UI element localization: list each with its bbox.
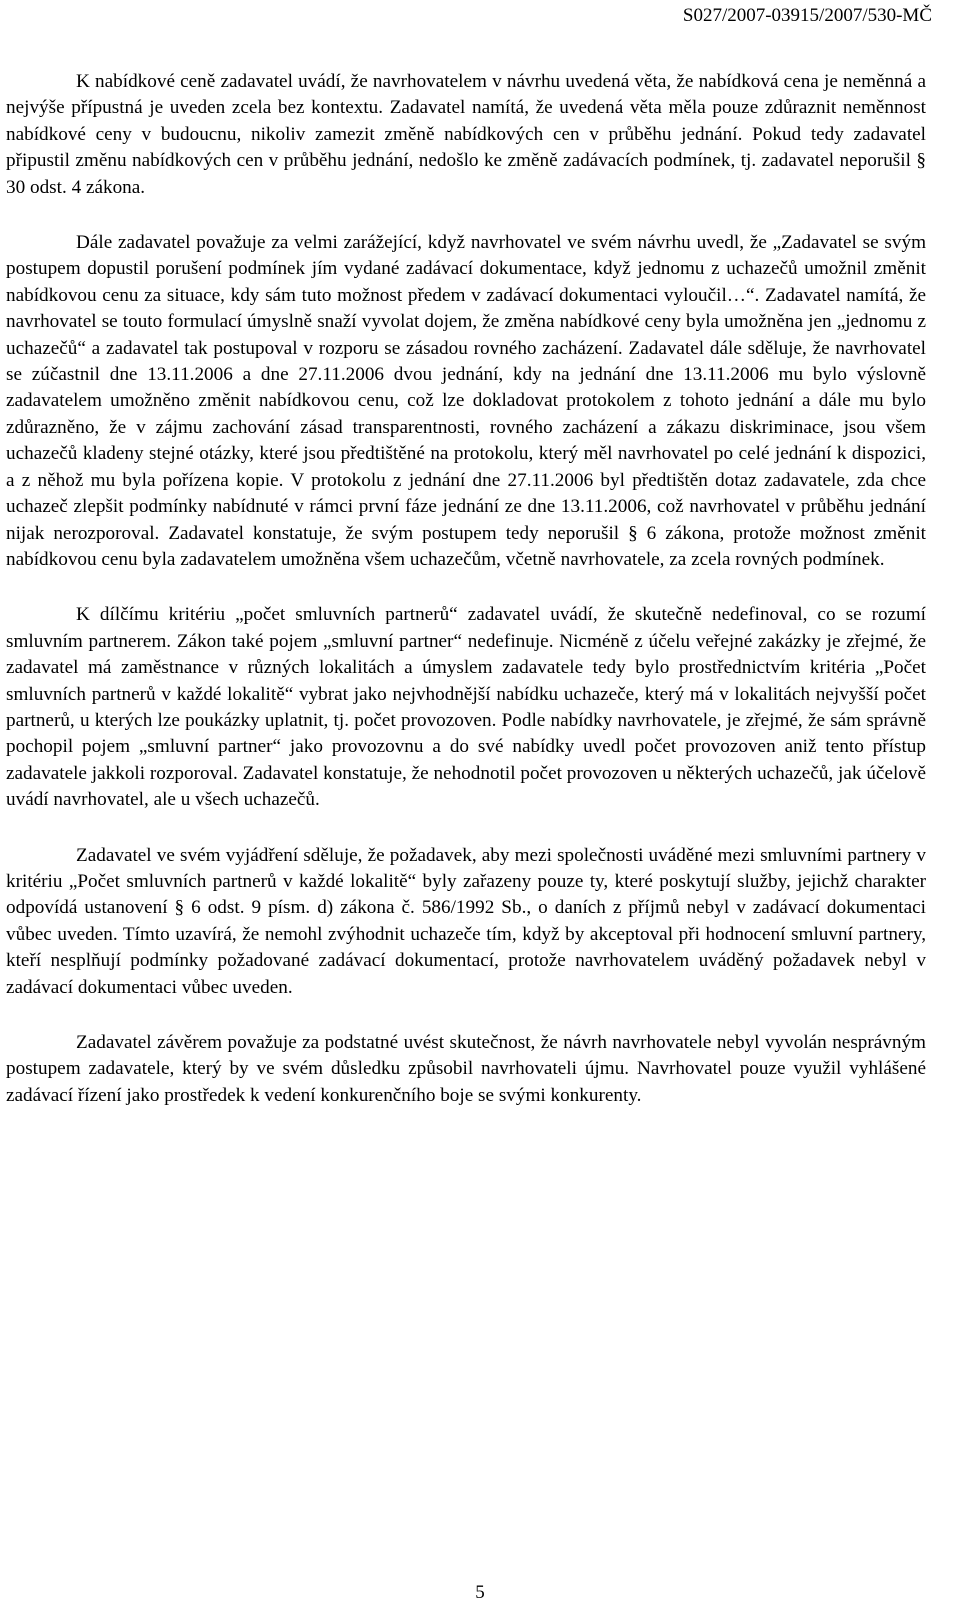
paragraph-equal-treatment: Dále zadavatel považuje za velmi zarážející, když navrhovatel ve svém návrhu uvedl, že „Zadavatel se svým postupem dopustil porušení podmínek jím vydané zadávací dokumentace, když jednomu z uchazečů umožnil změnit nabídkovou cenu za situace, kdy sám tuto možnost předem v zadávací dokumentaci vyloučil…“. Zadavatel namítá, že navrhovatel se touto formulací úmyslně snaží vyvolat dojem, že změna nabídkové ceny byla umožněna jen „jednomu z uchazečů“ a zadavatel tak postupoval v rozporu se zásadou rovného zacházení. Zadavatel dále sděluje, že navrhovatel se zúčastnil dne 13.11.2006 a dne 27.11.2006 dvou jednání, kdy na jednání dne 13.11.2006 mu bylo výslovně zadavatelem umožněno změnit nabídkovou cenu, což lze dokladovat protokolem z tohoto jednání a dále mu bylo zdůrazněno, že v zájmu zachování zásad transparentnosti, rovného zacházení a zákazu diskriminace, jsou všem uchazečů kladeny stejné otázky, které jsou předtištěné na protokolu, který měl navrhovatel po celé jednání k dispozici, a z něhož mu byla pořízena kopie. V protokolu z jednání dne 27.11.2006 byl předtištěn dotaz zadavatele, zda chce uchazeč zlepšit podmínky nabídnuté v rámci první fáze jednání ze dne 13.11.2006, což navrhovatel v průběhu jednání nijak nerozporoval. Zadavatel konstatuje, že svým postupem tedy neporušil § 6 zákona, protože možnost změnit nabídkovou cenu byla zadavatelem umožněna všem uchazečům, včetně navrhovatele, za zcela rovných podmínek. — [6, 232, 926, 570]
paragraph-contract-partners: K dílčímu kritériu „počet smluvních partnerů“ zadavatel uvádí, že skutečně nedefinoval, co se rozumí smluvním partnerem. Zákon také pojem „smluvní partner“ nedefinuje. Nicméně z účelu veřejné zakázky je zřejmé, že zadavatel má zaměstnance v různých lokalitách a úmyslem zadavatele tedy bylo prostřednictvím kritéria „Počet smluvních partnerů v každé lokalitě“ vybrat jako nejvhodnější nabídku uchazeče, který má v lokalitách nejvyšší počet partnerů, u kterých lze poukázky uplatnit, tj. počet provozoven. Podle nabídky navrhovatele, je zřejmé, že sám správně pochopil pojem „smluvní partner“ jako provozovnu a do své nabídky uvedl počet provozoven aniž tento přístup zadavatele jakkoli rozporoval. Zadavatel konstatuje, že nehodnotil počet provozoven u některých uchazečů, jak účelově uvádí navrhovatel, ale u všech uchazečů. — [6, 604, 926, 811]
document-body — [6, 69, 926, 1138]
paragraph-bid-price: K nabídkové ceně zadavatel uvádí, že navrhovatelem v návrhu uvedená věta, že nabídková cena je neměnná a nejvýše přípustná je uveden zcela bez kontextu. Zadavatel namítá, že uvedená věta měla pouze zdůraznit neměnnost nabídkové ceny v budoucnu, nikoliv zamezit změně nabídkových cen v průběhu jednání. Pokud tedy zadavatel připustil změnu nabídkových cen v průběhu jednání, nedošlo ke změně zadávacích podmínek, tj. zadavatel neporušil § 30 odst. 4 zákona. — [6, 71, 926, 198]
page-number: 5 — [475, 1582, 485, 1603]
document-reference-number: S027/2007-03915/2007/530-MČ — [682, 5, 932, 26]
paragraph-conclusion: Zadavatel závěrem považuje za podstatné uvést skutečnost, že návrh navrhovatele nebyl vyvolán nesprávným postupem zadavatele, který by ve svém důsledku způsobil navrhovateli újmu. Navrhovatel pouze využil vyhlášené zadávací řízení jako prostředek k vedení konkurenčního boje se svými konkurenty. — [6, 1032, 926, 1106]
paragraph-tax-requirement: Zadavatel ve svém vyjádření sděluje, že požadavek, aby mezi společnosti uváděné mezi smluvními partnery v kritériu „Počet smluvních partnerů v každé lokalitě“ byly zařazeny pouze ty, které poskytují služby, jejichž charakter odpovídá ustanovení § 6 odst. 9 písm. d) zákona č. 586/1992 Sb., o daních z příjmů nebyl v zadávací dokumentaci vůbec uveden. Tímto uzavírá, že nemohl zvýhodnit uchazeče tím, když by akceptoval při hodnocení smluvní partnery, kteří nesplňují podmínky požadované zadávací dokumentací, protože navrhovatelem uváděný požadavek nebyl v zadávací dokumentaci vůbec uveden. — [6, 844, 926, 998]
